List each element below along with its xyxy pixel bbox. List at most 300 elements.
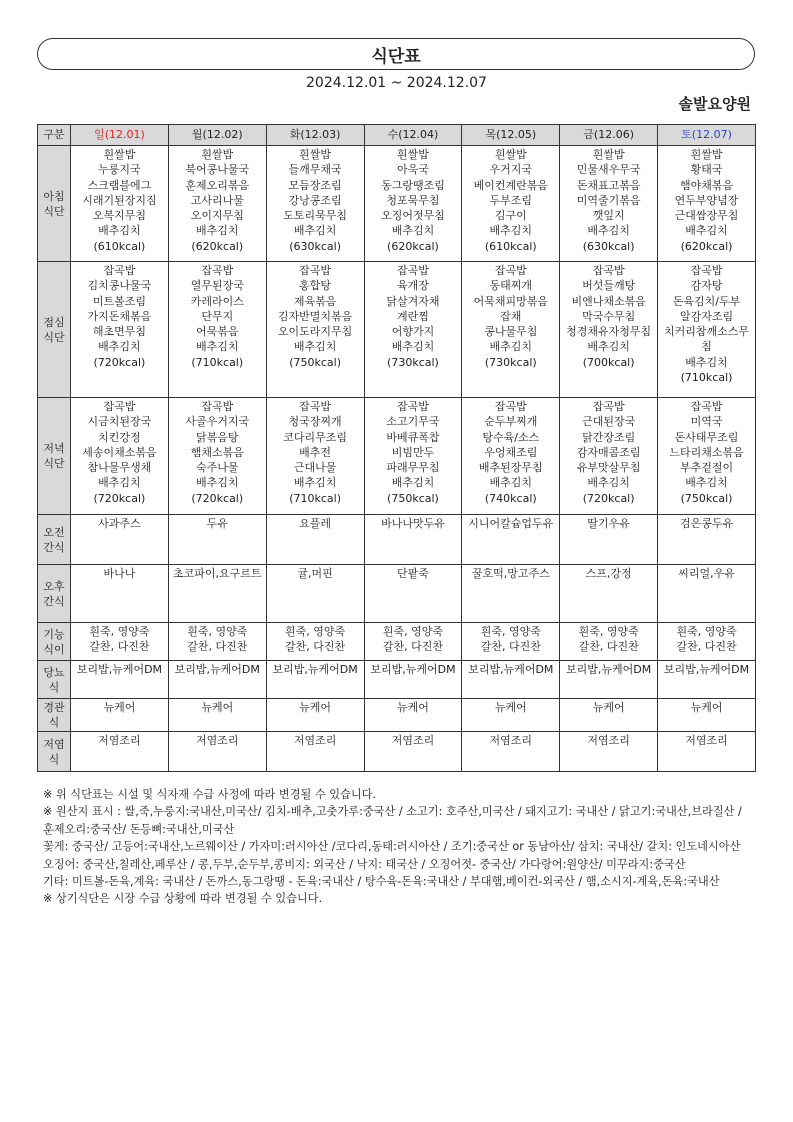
menu-cell <box>658 661 756 699</box>
menu-cell <box>71 565 169 623</box>
menu-item: 흰죽, 영양죽 <box>382 625 444 638</box>
menu-cell <box>462 732 560 772</box>
menu-item: 돈채표고볶음 <box>576 178 641 192</box>
menu-item: 배추김치 <box>98 476 141 490</box>
menu-cell <box>364 146 462 262</box>
date-range: 2024.12.01 ~ 2024.12.07 <box>306 75 487 91</box>
organization-name: 솔발요양원 <box>678 95 751 113</box>
menu-item: 뉴케어 <box>397 701 429 714</box>
menu-cell <box>266 146 364 262</box>
menu-cell <box>266 515 364 565</box>
menu-item: 저염조리 <box>196 734 239 747</box>
note-line: ※ 원산지 표시 : 쌀,죽,누룽지:국내산,미국산/ 김치-배추,고춧가루:중국산 / 소고기: 호주산,미국산 / 돼지고기: 국내산 / 닭고기:국내산,브라질산 / 훈제오리:중국산/ 돈등뼈:국내산,미국산 <box>43 805 742 836</box>
menu-cell <box>462 565 560 623</box>
menu-item: 비엔나채소볶음 <box>571 294 646 308</box>
menu-item: 닭간장조림 <box>582 430 636 444</box>
menu-item: 오이지무침 <box>190 209 244 223</box>
row-label-line: 점심 <box>43 315 65 329</box>
menu-item: 사과주스 <box>98 517 141 530</box>
dinner-row <box>38 398 756 515</box>
menu-item: 우엉채조림 <box>484 445 538 459</box>
menu-cell <box>266 661 364 699</box>
day-header: 수(12.04) <box>364 125 462 146</box>
menu-item: (740kcal) <box>484 491 537 505</box>
menu-item: 돈육김치/두부 <box>672 294 741 308</box>
menu-item: 저염조리 <box>489 734 533 747</box>
menu-cell <box>462 699 560 732</box>
note-line: 오징어: 중국산,칠레산,페루산 / 콩,두부,순두부,콩비지: 외국산 / 낙지: 태국산 / 오징어젓- 중국산/ 가다랑어:원양산/ 미꾸라지:중국산 <box>43 857 686 871</box>
row-label-line: 저염 <box>43 737 65 751</box>
menu-item: 뉴케어 <box>494 701 527 714</box>
menu-item: 배추된장무침 <box>478 461 543 475</box>
row-label-line: 식단 <box>43 330 65 344</box>
menu-item: 뉴케어 <box>592 701 625 714</box>
menu-item: 흰쌀밥 <box>397 148 429 161</box>
menu-item: 초코파이,요구르트 <box>173 567 262 580</box>
menu-item: 김구이 <box>494 209 527 223</box>
menu-item: 씨리얼,우유 <box>678 567 735 580</box>
menu-item: 미역줄기볶음 <box>576 193 641 207</box>
menu-cell <box>168 623 266 661</box>
menu-item: 근대된장국 <box>582 415 636 429</box>
menu-item: 오징어젓무침 <box>381 209 445 223</box>
day-header: 토(12.07) <box>658 125 756 146</box>
menu-item: 시금치된장국 <box>87 415 152 429</box>
menu-item: 두부조림 <box>489 193 533 207</box>
menu-item: 잡곡밥 <box>494 400 527 413</box>
menu-cell <box>560 398 658 515</box>
menu-item: 육개장 <box>397 279 429 293</box>
menu-item: 잡곡밥 <box>397 400 429 413</box>
menu-item: 가지돈채볶음 <box>87 309 152 323</box>
menu-item: 배추김치 <box>293 224 337 238</box>
menu-cell <box>658 262 756 398</box>
menu-item: 배추김치 <box>685 355 728 369</box>
menu-item: 잡곡밥 <box>592 264 625 277</box>
menu-cell <box>560 146 658 262</box>
menu-item: 오복지무침 <box>92 209 146 223</box>
menu-item: 소고기무국 <box>386 415 440 429</box>
menu-cell <box>560 699 658 732</box>
menu-item: 배추김치 <box>98 340 141 354</box>
menu-cell <box>560 565 658 623</box>
menu-item: (610kcal) <box>484 239 537 253</box>
menu-item: 배추김치 <box>391 340 435 354</box>
menu-item: 흰쌀밥 <box>103 148 136 161</box>
menu-item: 잡곡밥 <box>103 400 136 413</box>
menu-cell <box>462 623 560 661</box>
menu-item: 배추김치 <box>587 340 630 354</box>
menu-item: 꿀호떡,망고주스 <box>471 567 550 580</box>
menu-item: 잡곡밥 <box>690 264 723 277</box>
title-text: 식단표 <box>371 46 421 67</box>
menu-item: 보리밥,뉴케어DM <box>76 663 163 676</box>
row-label-line: 간식 <box>43 540 65 554</box>
menu-cell <box>462 398 560 515</box>
menu-item: 배추김치 <box>196 340 239 354</box>
corner-label: 구분 <box>38 125 71 146</box>
notes-section <box>43 786 755 908</box>
menu-cell <box>560 732 658 772</box>
menu-item: 김자반멸치볶음 <box>277 309 353 323</box>
menu-item: 두유 <box>206 517 228 530</box>
menu-item: 숙주나물 <box>196 461 239 475</box>
menu-item: 느타리채소볶음 <box>669 445 744 459</box>
menu-item: 어향가지 <box>391 325 435 339</box>
menu-item: 사골우거지국 <box>185 415 250 429</box>
tube-row <box>38 699 756 732</box>
row-label <box>38 398 71 515</box>
menu-item: (630kcal) <box>289 239 341 253</box>
menu-item: 배추김치 <box>98 224 141 238</box>
menu-item: 잡곡밥 <box>690 400 723 413</box>
menu-cell <box>168 262 266 398</box>
menu-item: 계란찜 <box>397 309 429 323</box>
row-label <box>38 623 71 661</box>
low-salt-row <box>38 732 756 772</box>
menu-item: 바나나맛두유 <box>381 517 445 530</box>
menu-item: 들깨무채국 <box>288 163 342 177</box>
menu-item: (720kcal) <box>93 355 146 369</box>
menu-item: 부추겉절이 <box>679 461 734 475</box>
menu-cell <box>266 732 364 772</box>
menu-item: 뉴케어 <box>690 701 723 714</box>
menu-cell <box>364 398 462 515</box>
menu-item: 배추김치 <box>685 224 728 238</box>
menu-item: 흰죽, 영양죽 <box>676 625 737 638</box>
menu-cell <box>658 623 756 661</box>
menu-item: 흰쌀밥 <box>299 148 332 161</box>
row-label-line: 식 <box>48 716 60 729</box>
menu-cell <box>560 262 658 398</box>
menu-item: 동태찌개 <box>489 279 533 293</box>
menu-item: 저염조리 <box>98 734 141 747</box>
row-label <box>38 661 71 699</box>
menu-item: 강낭콩조림 <box>288 193 342 207</box>
menu-item: (610kcal) <box>93 239 146 253</box>
menu-item: 바나나 <box>103 567 136 580</box>
row-label <box>38 515 71 565</box>
menu-cell <box>168 699 266 732</box>
menu-item: 단팥죽 <box>397 567 429 580</box>
row-label-line: 식단 <box>43 457 65 470</box>
menu-item: 청경채유자청무침 <box>566 325 652 339</box>
menu-item: (710kcal) <box>191 355 244 369</box>
menu-cell <box>364 732 462 772</box>
menu-item: 치커리참깨소스무침 <box>664 325 750 354</box>
menu-item: 갈찬, 다진찬 <box>285 640 346 654</box>
page-title <box>37 38 755 70</box>
menu-cell <box>364 565 462 623</box>
menu-cell <box>168 515 266 565</box>
menu-item: 연두부양념장 <box>674 193 739 207</box>
menu-cell <box>168 398 266 515</box>
menu-item: 비빔만두 <box>391 445 435 459</box>
menu-item: 저염조리 <box>391 734 435 747</box>
menu-item: 잡곡밥 <box>103 264 136 277</box>
row-label-line: 간식 <box>43 594 65 608</box>
menu-item: 미트볼조림 <box>92 294 146 308</box>
row-label-line: 오전 <box>43 525 65 539</box>
menu-item: 갈찬, 다진찬 <box>187 640 248 654</box>
row-label-line: 아침 <box>43 189 65 203</box>
menu-item: 보리밥,뉴케어DM <box>468 663 554 676</box>
menu-item: 잡곡밥 <box>592 400 625 413</box>
menu-item: 뉴케어 <box>299 701 332 714</box>
menu-item: 흰쌀밥 <box>494 148 527 161</box>
pm-snack-row <box>38 565 756 623</box>
menu-item: 닭볶음탕 <box>196 430 239 444</box>
breakfast-row <box>38 146 756 262</box>
menu-cell <box>364 623 462 661</box>
menu-item: 콩나물무침 <box>484 325 538 339</box>
menu-cell <box>560 515 658 565</box>
day-header: 화(12.03) <box>266 125 364 146</box>
menu-item: 잡곡밥 <box>494 264 527 277</box>
menu-item: 보리밥,뉴케어DM <box>663 663 750 676</box>
menu-item: 배추김치 <box>489 340 533 354</box>
menu-item: 동그랑땡조림 <box>381 178 445 192</box>
menu-item: 김치콩나물국 <box>87 279 152 293</box>
menu-item: 청국장찌개 <box>288 415 342 429</box>
menu-item: 잡채 <box>500 309 522 323</box>
menu-item: 바베큐폭찹 <box>386 430 440 444</box>
menu-item: 배추김치 <box>587 224 630 238</box>
menu-cell <box>168 661 266 699</box>
menu-item: 감자탕 <box>690 279 723 293</box>
menu-item: 갈찬, 다진찬 <box>480 640 541 654</box>
menu-item: 치킨강정 <box>98 430 141 444</box>
menu-cell <box>560 661 658 699</box>
row-label <box>38 146 71 262</box>
menu-item: 시래기된장지짐 <box>82 193 157 207</box>
row-label-line: 식단 <box>43 204 65 218</box>
menu-item: 근대쌈장무침 <box>674 209 739 223</box>
menu-cell <box>168 565 266 623</box>
am-snack-row <box>38 515 756 565</box>
menu-item: 코다리무조림 <box>283 430 347 444</box>
menu-item: 잡곡밥 <box>397 264 429 277</box>
menu-cell <box>71 146 169 262</box>
menu-cell <box>658 398 756 515</box>
menu-item: 햄채소볶음 <box>190 445 244 459</box>
menu-item: 깻잎지 <box>592 209 625 223</box>
menu-item: 순두부찌개 <box>484 415 538 429</box>
menu-item: (630kcal) <box>582 239 635 253</box>
row-label <box>38 699 71 732</box>
menu-item: (750kcal) <box>680 491 733 505</box>
day-header: 월(12.02) <box>168 125 266 146</box>
menu-item: 배추김치 <box>391 476 435 490</box>
menu-item: 단무지 <box>201 309 234 323</box>
menu-item: 저염조리 <box>587 734 630 747</box>
menu-item: 배추김치 <box>489 476 533 490</box>
menu-item: 요플레 <box>299 517 332 530</box>
menu-item: (700kcal) <box>582 355 635 369</box>
header-row <box>38 125 756 146</box>
row-label-line: 경관 <box>43 701 65 714</box>
menu-item: 돈사태무조림 <box>674 430 739 444</box>
menu-item: 잡곡밥 <box>299 400 332 413</box>
menu-item: 베이컨계란볶음 <box>473 178 548 192</box>
row-label-line: 식 <box>48 752 60 766</box>
menu-item: 배추전 <box>299 445 332 459</box>
menu-item: 북어콩나물국 <box>185 163 250 177</box>
menu-item: 버섯들깨탕 <box>582 279 636 293</box>
menu-cell <box>71 661 169 699</box>
row-label <box>38 732 71 772</box>
menu-item: 세송이채소볶음 <box>82 445 157 459</box>
diabetic-row <box>38 661 756 699</box>
menu-item: 흰쌀밥 <box>592 148 625 161</box>
menu-item: 흰죽, 영양죽 <box>187 625 248 638</box>
menu-item: 뉴케어 <box>201 701 234 714</box>
menu-cell <box>71 515 169 565</box>
menu-cell <box>364 661 462 699</box>
menu-item: (730kcal) <box>484 355 537 369</box>
row-label <box>38 565 71 623</box>
menu-cell <box>71 623 169 661</box>
menu-item: 딸기우유 <box>587 517 630 530</box>
menu-cell <box>168 732 266 772</box>
menu-item: 아욱국 <box>397 163 429 177</box>
menu-item: 배추김치 <box>293 340 337 354</box>
menu-item: 배추김치 <box>685 476 728 490</box>
menu-item: 누룽지국 <box>98 163 141 177</box>
menu-cell <box>658 146 756 262</box>
menu-item: (720kcal) <box>191 491 244 505</box>
menu-item: (620kcal) <box>191 239 244 253</box>
menu-item: 훈제오리볶음 <box>185 178 250 192</box>
row-label-line: 식이 <box>43 642 65 656</box>
menu-cell <box>658 699 756 732</box>
menu-cell <box>658 565 756 623</box>
menu-item: 해초면무침 <box>92 325 146 339</box>
functional-row <box>38 623 756 661</box>
row-label-line: 식 <box>48 680 60 694</box>
menu-item: 카레라이스 <box>190 294 244 308</box>
menu-item: 갈찬, 다진찬 <box>89 640 150 654</box>
menu-item: 배추김치 <box>196 476 239 490</box>
menu-cell <box>71 699 169 732</box>
row-label-line: 기능 <box>43 627 65 641</box>
menu-item: 흰죽, 영양죽 <box>578 625 639 638</box>
day-header: 금(12.06) <box>560 125 658 146</box>
menu-cell <box>364 699 462 732</box>
menu-item: 황태국 <box>690 163 723 177</box>
menu-item: 오이도라지무침 <box>277 325 353 339</box>
menu-item: 민물새우무국 <box>576 163 641 177</box>
menu-item: (620kcal) <box>680 239 733 253</box>
menu-item: 탕수육/소스 <box>482 430 540 444</box>
row-label-line: 오후 <box>43 579 65 593</box>
menu-item: 흰쌀밥 <box>201 148 234 161</box>
menu-item: 고사리나물 <box>190 193 244 207</box>
menu-item: 닭살겨자채 <box>386 294 440 308</box>
menu-item: 우거지국 <box>489 163 533 177</box>
menu-cell <box>266 398 364 515</box>
menu-table <box>37 124 756 772</box>
menu-item: 저염조리 <box>293 734 337 747</box>
menu-item: (720kcal) <box>93 491 146 505</box>
menu-item: 스크램블에그 <box>87 178 152 192</box>
menu-item: 열무된장국 <box>190 279 244 293</box>
menu-item: (720kcal) <box>582 491 635 505</box>
menu-cell <box>266 699 364 732</box>
menu-cell <box>560 623 658 661</box>
menu-item: 햄야채볶음 <box>679 178 734 192</box>
menu-item: 보리밥,뉴케어DM <box>566 663 652 676</box>
menu-item: 어묵볶음 <box>196 325 239 339</box>
menu-item: 홍합탕 <box>299 279 332 293</box>
menu-item: 알감자조림 <box>679 309 734 323</box>
menu-item: 보리밥,뉴케어DM <box>370 663 456 676</box>
menu-item: 갈찬, 다진찬 <box>382 640 444 654</box>
note-line: ※ 위 식단표는 시설 및 식자재 수급 사정에 따라 변경될 수 있습니다. <box>43 788 377 801</box>
menu-item: (710kcal) <box>289 491 341 505</box>
note-line: 기타: 미트볼-돈육,계육: 국내산 / 돈까스,동그랑땡 - 돈육:국내산 / 탕수육-돈육:국내산 / 부대햄,베이컨-외국산 / 햄,소시지-계육,돈육:국내산 <box>43 875 720 889</box>
menu-item: 막국수무침 <box>582 309 636 323</box>
menu-item: 배추김치 <box>293 476 337 490</box>
menu-cell <box>462 262 560 398</box>
menu-item: 모듬장조림 <box>288 178 342 192</box>
menu-item: 검은콩두유 <box>679 517 734 530</box>
menu-item: 흰쌀밥 <box>690 148 723 161</box>
menu-cell <box>658 732 756 772</box>
menu-item: 어묵채피망볶음 <box>473 294 548 308</box>
row-label <box>38 262 71 398</box>
menu-cell <box>462 515 560 565</box>
row-label-line: 저녁 <box>43 442 65 455</box>
lunch-row <box>38 262 756 398</box>
menu-item: (730kcal) <box>387 355 439 369</box>
menu-cell <box>364 262 462 398</box>
day-header: 목(12.05) <box>462 125 560 146</box>
menu-cell <box>462 146 560 262</box>
menu-item: 갈찬, 다진찬 <box>578 640 639 654</box>
menu-cell <box>658 515 756 565</box>
note-line: 꽃게: 중국산/ 고등어:국내산,노르웨이산 / 가자미:러시아산 /코다리,동태:러시아산 / 조기:중국산 or 동남아산/ 삼치: 국내산/ 갈치: 인도네시아산 <box>43 840 741 854</box>
menu-cell <box>462 661 560 699</box>
menu-item: 파래무무침 <box>386 461 440 475</box>
menu-item: 참나물무생채 <box>87 461 152 475</box>
menu-item: 청포묵무침 <box>386 193 440 207</box>
menu-item: 잡곡밥 <box>299 264 332 277</box>
note-line: ※ 상기식단은 시장 수급 상황에 따라 변경될 수 있습니다. <box>43 892 323 906</box>
menu-item: 저염조리 <box>685 734 728 747</box>
day-header: 일(12.01) <box>71 125 169 146</box>
menu-item: 도토리묵무침 <box>283 209 347 223</box>
menu-cell <box>71 732 169 772</box>
menu-item: (750kcal) <box>387 491 439 505</box>
menu-item: 흰죽, 영양죽 <box>285 625 346 638</box>
menu-cell <box>266 262 364 398</box>
menu-item: 뉴케어 <box>103 701 136 714</box>
menu-item: 배추김치 <box>196 224 239 238</box>
menu-item: 유부맛살무침 <box>576 461 641 475</box>
menu-item: 흰죽, 영양죽 <box>480 625 541 638</box>
menu-item: 잡곡밥 <box>201 264 234 277</box>
menu-item: 제육볶음 <box>293 294 337 308</box>
menu-cell <box>364 515 462 565</box>
menu-item: 근대나물 <box>293 461 337 475</box>
menu-item: (750kcal) <box>289 355 341 369</box>
menu-item: 스프,강정 <box>585 567 632 580</box>
row-label-line: 당뇨 <box>43 665 65 679</box>
menu-item: 보리밥,뉴케어DM <box>174 663 260 676</box>
menu-cell <box>168 146 266 262</box>
menu-item: (620kcal) <box>387 239 439 253</box>
